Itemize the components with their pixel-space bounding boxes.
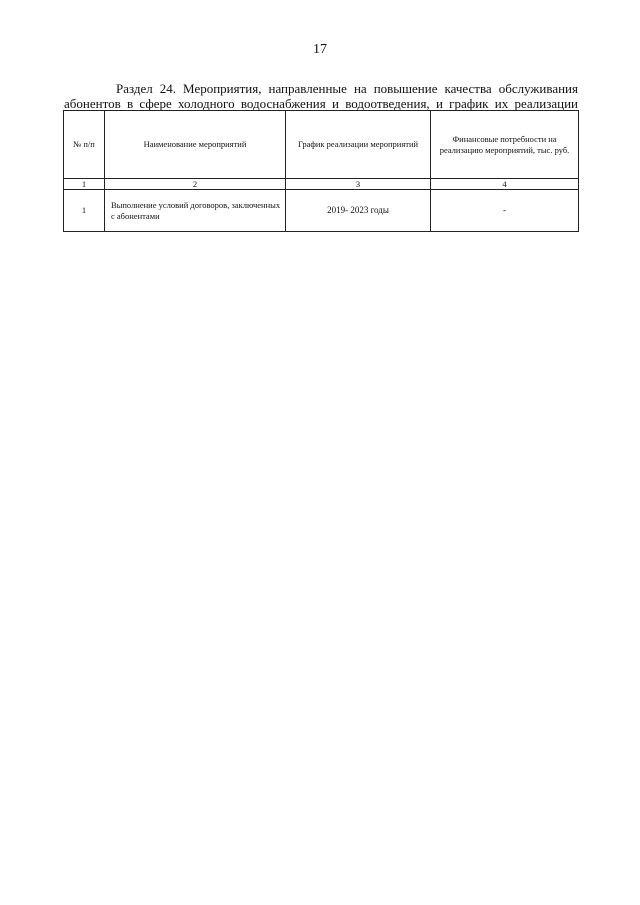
section-title — [64, 81, 578, 111]
column-number: 3 — [286, 179, 431, 190]
section-title-line-1: Раздел 24. Мероприятия, направленные на повышение качества обслуживания — [116, 81, 578, 96]
column-number: 1 — [64, 179, 105, 190]
measure-schedule: 2019- 2023 годы — [286, 190, 431, 232]
header-measure-name: Наименование мероприятий — [105, 111, 286, 179]
measure-name: Выполнение условий договоров, заключенных с абонентами — [105, 190, 286, 232]
header-financial-needs: Финансовые потребности на реализацию мероприятий, тыс. руб. — [431, 111, 579, 179]
measures-table — [63, 110, 579, 232]
column-number: 4 — [431, 179, 579, 190]
measure-financial-needs: - — [431, 190, 579, 232]
page-number: 17 — [313, 42, 327, 57]
header-schedule: График реализации мероприятий — [286, 111, 431, 179]
table-header-row — [64, 111, 579, 179]
header-number: № п/п — [64, 111, 105, 179]
column-number: 2 — [105, 179, 286, 190]
column-number-row — [64, 179, 579, 190]
table-row — [64, 190, 579, 232]
row-number: 1 — [64, 190, 105, 232]
section-title-line-2: абонентов в сфере холодного водоснабжения и водоотведения, и график их реализации — [64, 96, 578, 111]
